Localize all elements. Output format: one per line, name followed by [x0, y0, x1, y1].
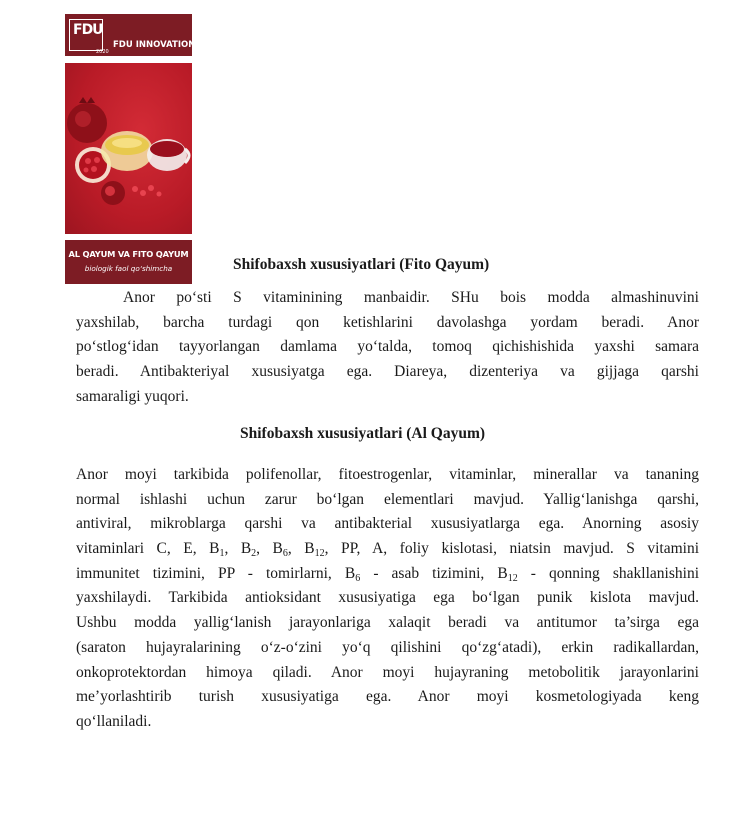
text-line: onkoprotektordan himoya qiladi. Anor moyi hujayraning metobolitik jarayonlarini	[76, 663, 699, 681]
fdu-logo	[69, 19, 109, 55]
text-line: antiviral, mikroblarga qarshi va antibakterial xususiyatlarga ega. Anorning asosiy	[76, 515, 699, 533]
text-run: vitaminlari C, E, B	[76, 540, 220, 558]
brand-header	[65, 14, 196, 56]
text-line: Ushbu modda yallig‘lanish jarayonlariga xalaqit beradi va antitumor ta’sirga ega	[76, 614, 699, 632]
subscript: 12	[507, 572, 518, 584]
subscript: 2	[251, 548, 257, 560]
subscript: 6	[355, 572, 361, 584]
subscript: 1	[219, 548, 225, 560]
text-line: Anor po‘sti S vitaminining manbaidir. SHu bois modda almashinuvini	[123, 289, 699, 306]
text-line: Anor moyi tarkibida polifenollar, fitoestrogenlar, vitaminlar, minerallar va tananing	[76, 466, 699, 483]
text-line: (saraton hujayralarining o‘z-o‘zini yo‘q qilishini qo‘zg‘atadi), erkin radikallardan,	[76, 638, 699, 656]
section-title-al-qayum: Shifobaxsh xususiyatlari (Al Qayum)	[240, 425, 486, 442]
text-run: immunitet tizimini, PP - tomirlarni, B	[76, 564, 356, 582]
text-line: beradi. Antibakteriyal xususiyatga ega. Diareya, dizenteriya va gijjaga qarshi	[76, 363, 699, 381]
text-run: , PP, A, foliy kislotasi, niatsin mavjud. S vitamini	[324, 540, 700, 558]
text-run: , B	[287, 540, 315, 558]
product-subtitle: biologik faol qo‘shimcha	[84, 264, 173, 273]
text-line: yaxshilab, barcha turdagi qon ketishlarini davolashga yordam beradi. Anor	[76, 313, 699, 331]
text-run: , B	[224, 540, 252, 558]
logo-mark: FDU	[73, 22, 103, 38]
text-line: po‘stlog‘idan tayyorlangan damlama yo‘talda, tomoq qichishishida yaxshi samara	[76, 338, 699, 356]
subscript: 6	[282, 548, 288, 560]
section-title-fito-qayum: Shifobaxsh xususiyatlari (Fito Qayum)	[233, 256, 490, 273]
product-label	[65, 240, 192, 284]
pomegranate-illustration	[65, 63, 192, 234]
text-line: normal ishlashi uchun zarur bo‘lgan elementlari mavjud. Yallig‘lanishga qarshi,	[76, 490, 699, 508]
pomegranate-photo	[65, 63, 192, 234]
text-line: samaraligi yuqori.	[76, 387, 189, 405]
logo-year: 2020	[96, 49, 109, 55]
brand-name: FDU INNOVATION	[113, 40, 196, 50]
product-name: AL QAYUM VA FITO QAYUM	[68, 249, 189, 259]
text-line-vitamins	[76, 537, 699, 562]
text-line: yaxshilaydi. Tarkibida antioksidant xususiyatiga ega bo‘lgan punik kislota mavjud.	[76, 589, 699, 607]
text-run: , B	[256, 540, 283, 558]
paragraph-al-qayum	[76, 463, 699, 735]
text-line: me’yorlashtirib turish xususiyatiga ega. Anor moyi kosmetologiyada keng	[76, 688, 699, 706]
text-run: - asab tizimini, B	[360, 564, 508, 582]
text-line-immunity	[76, 562, 699, 587]
text-run: - qonning shakllanishini	[517, 564, 699, 582]
subscript: 12	[314, 548, 325, 560]
paragraph-fito-qayum	[76, 286, 699, 409]
product-image	[65, 14, 196, 284]
text-line: qo‘llaniladi.	[76, 712, 152, 730]
